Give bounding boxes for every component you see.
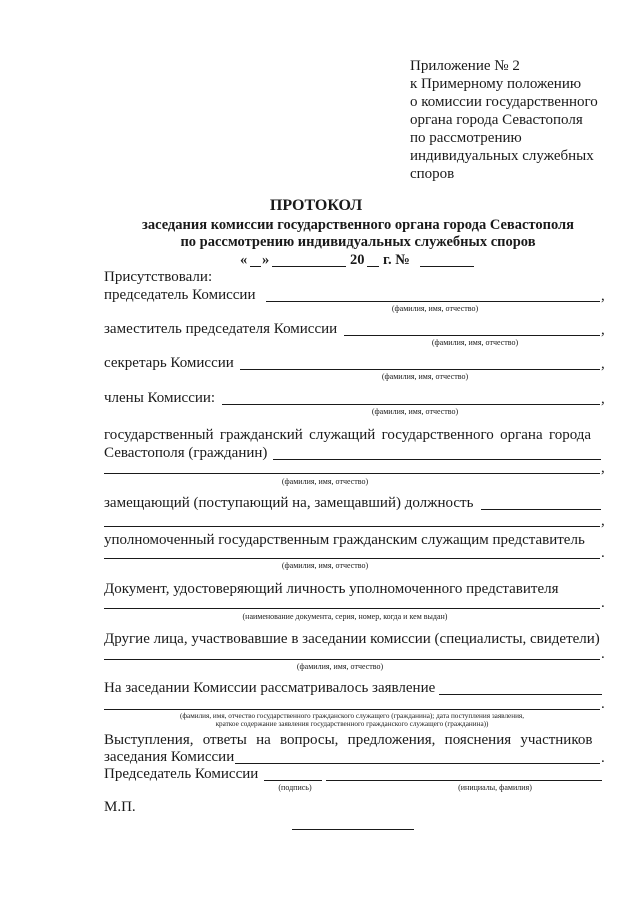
comma: , (601, 356, 605, 372)
speeches-label: Выступления, ответы на вопросы, предложения, пояснения участников (104, 732, 593, 748)
statement-label: На заседании Комиссии рассматривалось заявление (104, 680, 436, 696)
fio-hint: (фамилия, имя, отчество) (281, 561, 369, 570)
signature-field[interactable] (264, 780, 322, 781)
members-label: члены Комиссии: (104, 390, 216, 406)
id-document-hint: (наименование документа, серия, номер, когда и кем выдан) (242, 612, 448, 621)
quote-open: « (240, 252, 248, 268)
comma: , (601, 460, 605, 476)
closing-rule (292, 829, 414, 830)
fio-hint: (фамилия, имя, отчество) (281, 477, 369, 486)
protocol-number-field[interactable] (420, 266, 474, 267)
chairman-label: председатель Комиссии (104, 287, 256, 303)
representative-label: уполномоченный государственным гражданским служащим представитель (104, 532, 585, 548)
stamp-place-label: М.П. (104, 799, 136, 815)
year-suffix: г. № (383, 252, 410, 268)
document-subtitle: по рассмотрению индивидуальных служебных споров (180, 234, 536, 250)
civil-servant-label: государственный гражданский служащий государственного органа города (104, 427, 592, 443)
fio-hint: (фамилия, имя, отчество) (371, 407, 459, 416)
statement-hint: (фамилия, имя, отчество государственного гражданского служащего (гражданина); дата поступления заявления, (179, 712, 525, 720)
signature-hint: (подпись) (278, 783, 312, 792)
year-field[interactable] (367, 266, 379, 267)
present-heading: Присутствовали: (104, 269, 213, 285)
statement-hint: краткое содержание заявления государственного гражданского служащего (гражданина)) (215, 720, 489, 728)
month-field[interactable] (272, 266, 346, 267)
day-field[interactable] (250, 266, 261, 267)
comma: , (601, 513, 605, 529)
id-document-field[interactable] (104, 608, 600, 609)
vice-chairman-label: заместитель председателя Комиссии (104, 321, 338, 337)
dot: . (601, 696, 605, 712)
civil-servant-label-cont: Севастополя (гражданин) (104, 445, 268, 461)
dot: . (601, 646, 605, 662)
fio-hint: (фамилия, имя, отчество) (431, 338, 519, 347)
position-field[interactable] (481, 509, 601, 510)
secretary-label: секретарь Комиссии (104, 355, 234, 371)
secretary-name-field[interactable] (240, 369, 600, 370)
id-document-label: Документ, удостоверяющий личность уполномоченного представителя (104, 581, 559, 597)
appendix-line: по рассмотрению (410, 130, 522, 146)
document-subtitle: заседания комиссии государственного органа города Севастополя (142, 217, 574, 233)
other-persons-label: Другие лица, участвовавшие в заседании комиссии (специалисты, свидетели) (104, 631, 600, 647)
appendix-line: индивидуальных служебных (410, 148, 594, 164)
initials-field[interactable] (326, 780, 602, 781)
comma: , (601, 288, 605, 304)
statement-field[interactable] (439, 694, 602, 695)
dot: . (601, 595, 605, 611)
members-names-field[interactable] (222, 404, 600, 405)
appendix-line: органа города Севастополя (410, 112, 583, 128)
comma: , (601, 322, 605, 338)
appendix-line: к Примерному положению (410, 76, 582, 92)
dot: . (601, 750, 605, 766)
chairman-sign-label: Председатель Комиссии (104, 766, 259, 782)
initials-hint: (инициалы, фамилия) (458, 783, 532, 792)
position-label: замещающий (поступающий на, замещавший) должность (104, 495, 474, 511)
civil-servant-name-field-2[interactable] (104, 473, 600, 474)
speeches-field[interactable] (235, 763, 600, 764)
appendix-line: споров (410, 166, 455, 182)
fio-hint: (фамилия, имя, отчество) (296, 662, 384, 671)
civil-servant-name-field[interactable] (273, 459, 601, 460)
year-prefix: 20 (350, 252, 365, 268)
document-title: ПРОТОКОЛ (269, 197, 363, 214)
fio-hint: (фамилия, имя, отчество) (391, 304, 479, 313)
comma: , (601, 391, 605, 407)
statement-field-2[interactable] (104, 709, 600, 710)
quote-close: » (262, 252, 270, 268)
chairman-name-field[interactable] (266, 301, 600, 302)
fio-hint: (фамилия, имя, отчество) (381, 372, 469, 381)
representative-name-field[interactable] (104, 558, 600, 559)
speeches-label-cont: заседания Комиссии (104, 749, 235, 765)
position-field-2[interactable] (104, 526, 600, 527)
other-persons-field[interactable] (104, 659, 600, 660)
vice-chairman-name-field[interactable] (344, 335, 600, 336)
appendix-line: о комиссии государственного (410, 94, 598, 110)
dot: . (601, 545, 605, 561)
appendix-line: Приложение № 2 (410, 58, 520, 74)
